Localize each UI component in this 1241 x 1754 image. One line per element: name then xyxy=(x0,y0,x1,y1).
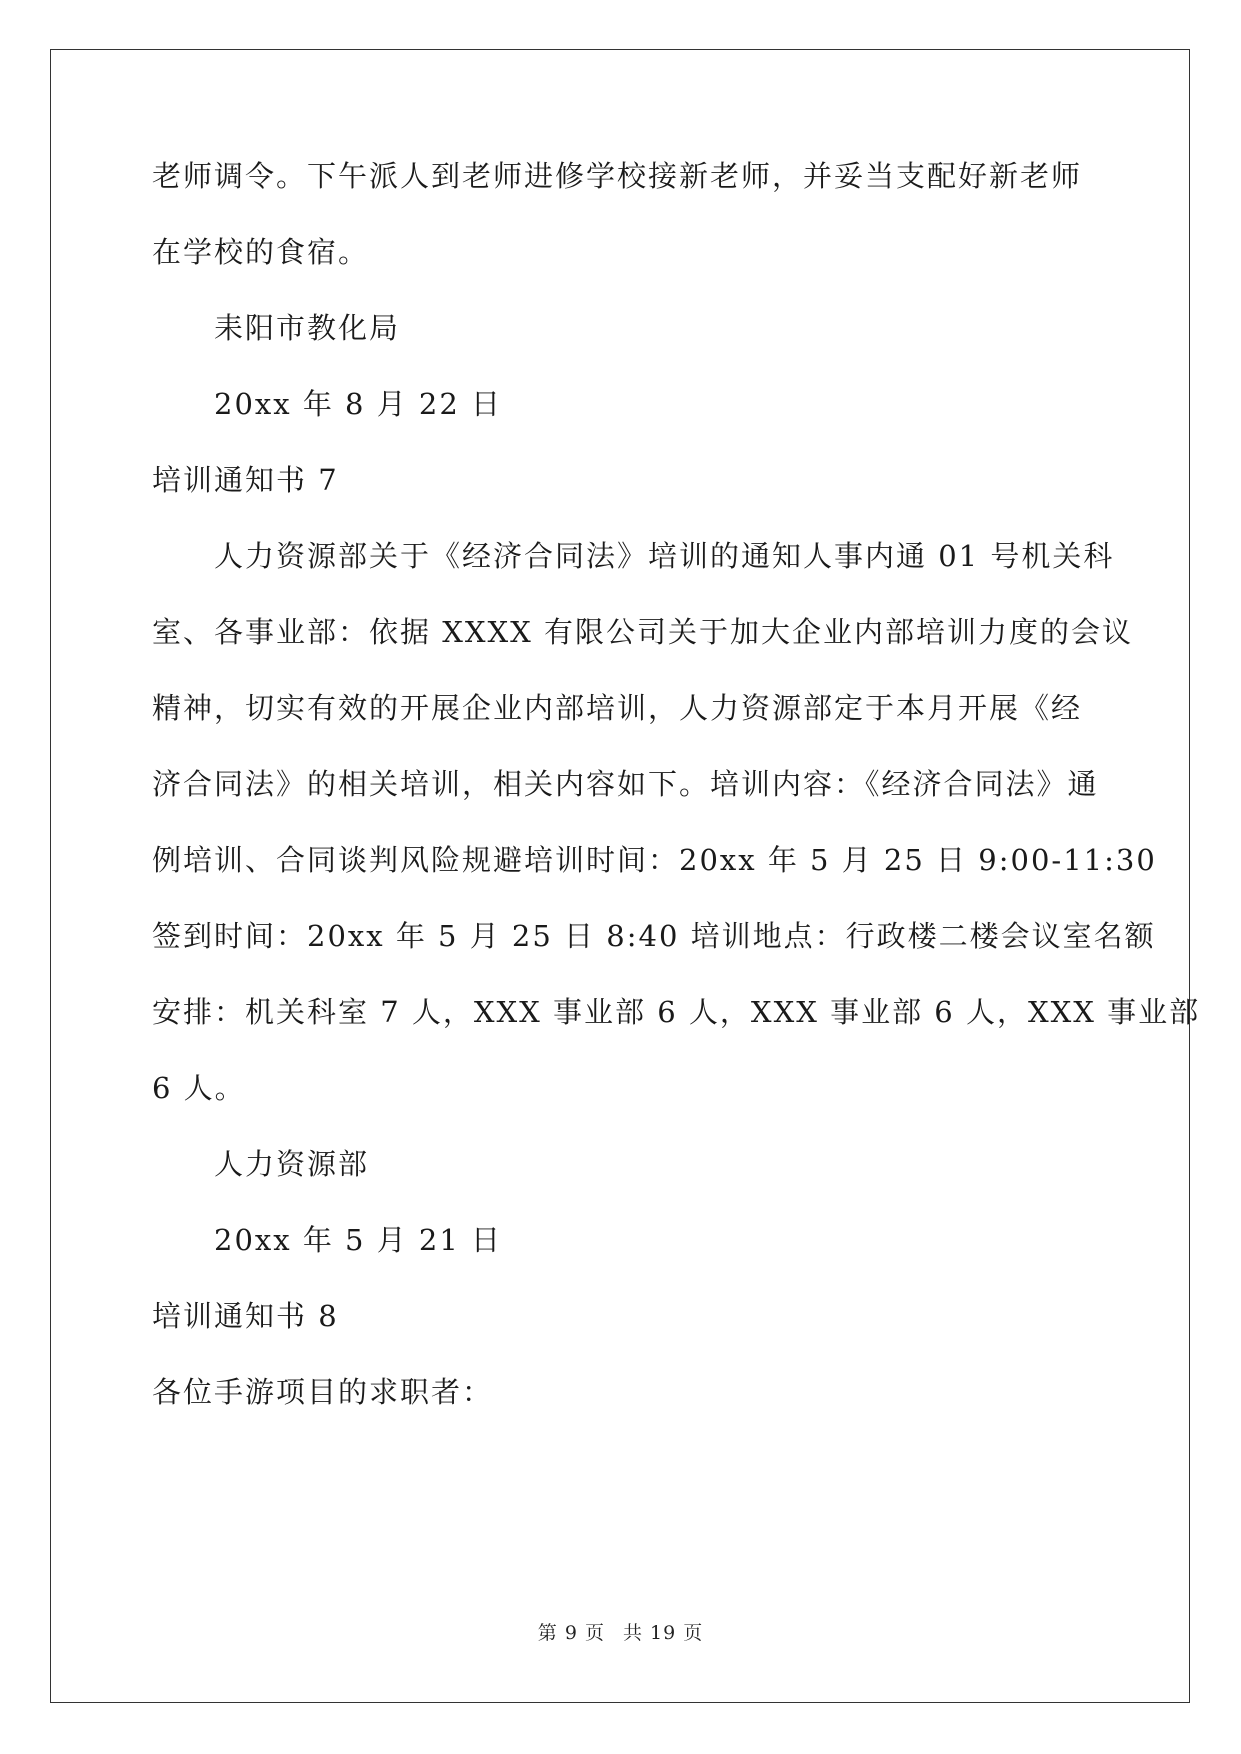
paragraph-line: 老师调令。下午派人到老师进修学校接新老师，并妥当支配好新老师 xyxy=(152,159,1083,193)
page-number: 第 9 页 xyxy=(537,1622,605,1644)
section-heading: 培训通知书 7 xyxy=(152,463,339,497)
paragraph-line: 例培训、合同谈判风险规避培训时间：20xx 年 5 月 25 日 9:00-11:30 xyxy=(152,843,1157,877)
paragraph-line: 6 人。 xyxy=(152,1071,246,1105)
section-heading: 培训通知书 8 xyxy=(152,1299,339,1333)
paragraph-line: 济合同法》的相关培训，相关内容如下。培训内容：《经济合同法》通 xyxy=(152,767,1099,801)
paragraph-line: 精神，切实有效的开展企业内部培训，人力资源部定于本月开展《经 xyxy=(152,691,1083,725)
issuer-name: 人力资源部 xyxy=(214,1147,370,1181)
issue-date: 20xx 年 5 月 21 日 xyxy=(214,1223,503,1257)
paragraph-line: 各位手游项目的求职者： xyxy=(152,1375,494,1409)
issuer-name: 耒阳市教化局 xyxy=(214,311,401,345)
paragraph-line: 在学校的食宿。 xyxy=(152,235,370,269)
paragraph-line: 签到时间：20xx 年 5 月 25 日 8:40 培训地点：行政楼二楼会议室名额 xyxy=(152,919,1156,953)
page-footer xyxy=(0,1618,1241,1645)
issue-date: 20xx 年 8 月 22 日 xyxy=(214,387,503,421)
paragraph-line: 安排：机关科室 7 人，XXX 事业部 6 人，XXX 事业部 6 人，XXX 事业部 xyxy=(152,995,1201,1029)
paragraph-line: 室、各事业部：依据 XXXX 有限公司关于加大企业内部培训力度的会议 xyxy=(152,615,1134,649)
paragraph-line: 人力资源部关于《经济合同法》培训的通知人事内通 01 号机关科 xyxy=(214,539,1115,573)
page-total: 共 19 页 xyxy=(622,1622,704,1644)
